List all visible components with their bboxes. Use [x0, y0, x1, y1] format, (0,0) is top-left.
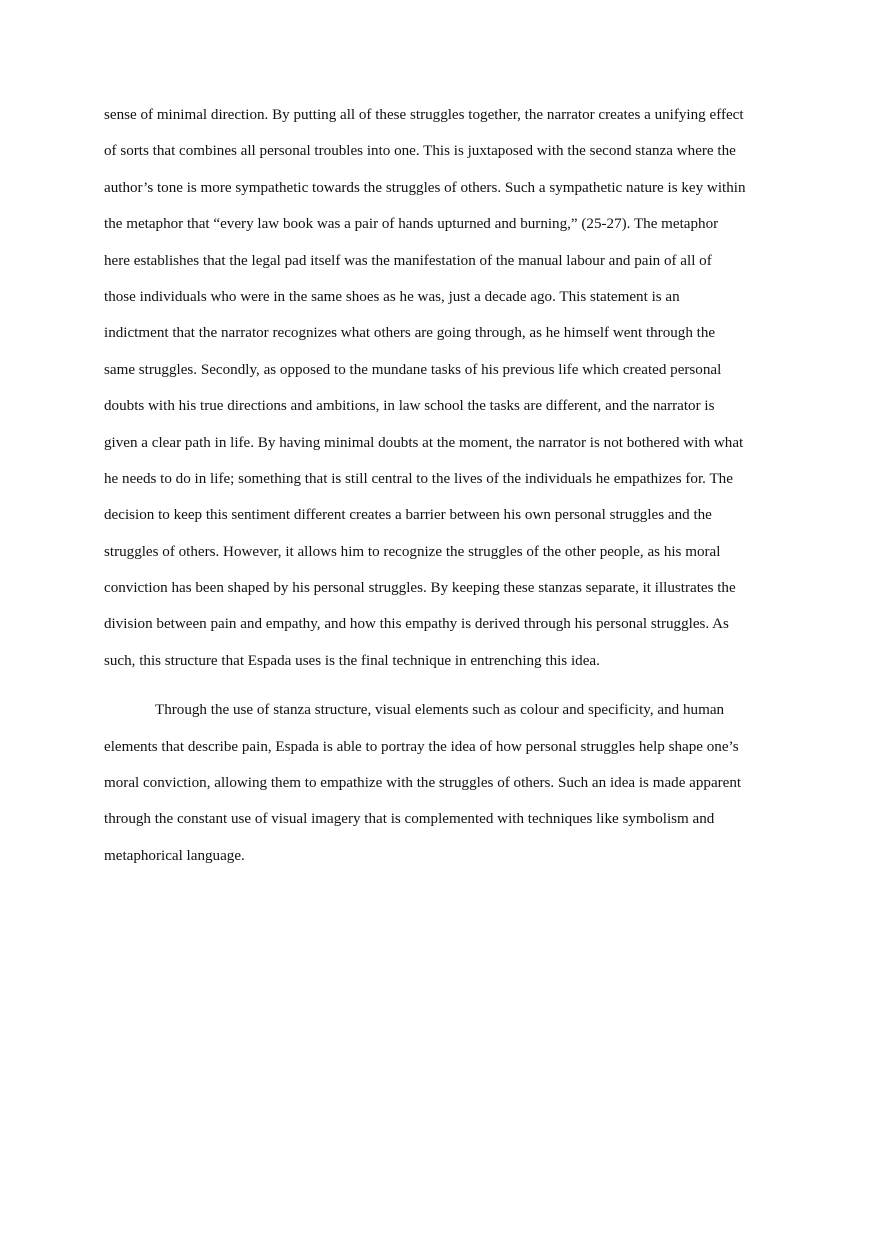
text-line: division between pain and empathy, and how this empathy is derived through his personal struggles. As [104, 616, 729, 633]
text-line: same struggles. Secondly, as opposed to the mundane tasks of his previous life which created personal [104, 361, 722, 378]
text-line: elements that describe pain, Espada is able to portray the idea of how personal struggles help shape one’s [104, 738, 739, 755]
text-line: decision to keep this sentiment different creates a barrier between his own personal struggles and the [104, 507, 712, 524]
text-line: struggles of others. However, it allows him to recognize the struggles of the other people, as his moral [104, 543, 721, 560]
text-line: he needs to do in life; something that is still central to the lives of the individuals he empathizes for. The [104, 470, 733, 487]
paragraph-spacer [104, 685, 780, 698]
document-body [104, 103, 780, 880]
text-line: conviction has been shaped by his personal struggles. By keeping these stanzas separate, it illustrates the [104, 580, 736, 597]
text-line: such, this structure that Espada uses is the final technique in entrenching this idea. [104, 652, 600, 669]
text-line: moral conviction, allowing them to empathize with the struggles of others. Such an idea is made apparent [104, 775, 742, 792]
text-line: the metaphor that “every law book was a pair of hands upturned and burning,” (25-27). The metaphor [104, 216, 719, 233]
paragraph-1 [104, 103, 780, 685]
text-line: Through the use of stanza structure, visual elements such as colour and specificity, and human [155, 702, 725, 719]
text-line: sense of minimal direction. By putting all of these struggles together, the narrator creates a unifying effect [104, 107, 744, 123]
paragraph-2 [104, 698, 780, 880]
text-line: doubts with his true directions and ambitions, in law school the tasks are different, and the narrator is [104, 398, 715, 415]
text-line: those individuals who were in the same shoes as he was, just a decade ago. This statement is an [104, 288, 680, 305]
text-line: metaphorical language. [104, 847, 245, 864]
text-line: here establishes that the legal pad itself was the manifestation of the manual labour and pain of all of [104, 252, 712, 269]
text-line: given a clear path in life. By having minimal doubts at the moment, the narrator is not bothered with what [104, 434, 744, 451]
text-line: through the constant use of visual imagery that is complemented with techniques like symbolism and [104, 811, 715, 828]
text-line: of sorts that combines all personal troubles into one. This is juxtaposed with the second stanza where the [104, 143, 736, 160]
text-line: author’s tone is more sympathetic towards the struggles of others. Such a sympathetic nature is key within [104, 179, 746, 196]
text-line: indictment that the narrator recognizes what others are going through, as he himself went through the [104, 325, 716, 342]
